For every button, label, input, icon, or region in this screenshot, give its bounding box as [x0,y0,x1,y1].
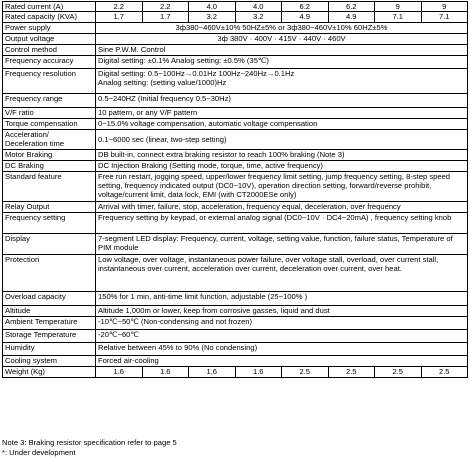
vf-ratio-row [3,108,468,119]
row-label: Frequency range [3,94,96,108]
rated-current-value: 9 [375,2,422,12]
row-label: Output voltage [3,34,96,45]
display-value: 7-segment LED display: Frequency, current, voltage, setting value, function, failure status, Temperature of PIM module [96,234,468,255]
motor-braking-value: DB built-in, connect extra braking resistor to reach 100% braking (Note 3) [96,150,468,161]
protection-value: Low voltage, over voltage, instantaneous power failure, over voltage stall, overload, over current stall, instantaneous over current, acceleration over current, deceleration over current, over heat. [96,255,468,292]
standard-feature-row [3,172,468,202]
row-label: Altitude [3,306,96,317]
row-label: Storage Temperature [3,330,96,343]
row-label: Rated current (A) [3,2,96,12]
row-label: Standard feature [3,172,96,202]
row-label: Acceleration/ Deceleration time [3,130,96,150]
row-label: Rated capacity (KVA) [3,12,96,23]
spec-table [2,1,468,378]
power-supply-row [3,23,468,34]
weight-value: 1.6 [235,367,282,378]
torque-compensation-value: 0~15.0% voltage compensation, automatic voltage compensation [96,119,468,130]
frequency-accuracy-value: Digital setting: ±0.1% Analog setting: ±0.5% (35℃) [96,56,468,69]
vf-ratio-value: 10 pattern, or any V/F pattern [96,108,468,119]
row-label: Protection [3,255,96,292]
frequency-setting-value: Frequency setting by keypad, or external analog signal (DC0~10V · DC4~20mA) , frequency setting knob [96,213,468,234]
rated-current-value: 6.2 [328,2,375,12]
ambient-temperature-row [3,317,468,330]
analog-resolution-text: Analog setting: (setting value/1000)Hz [98,78,227,87]
display-row [3,234,468,255]
row-label: Frequency accuracy [3,56,96,69]
rated-capacity-value: 1.7 [96,12,143,23]
rated-current-value: 4.0 [235,2,282,12]
row-label: Ambient Temperature [3,317,96,330]
rated-current-value: 2.2 [142,2,189,12]
row-label: Display [3,234,96,255]
rated-current-value: 6.2 [282,2,329,12]
altitude-value: Altitude 1,000m or lower, keep from corrosive gasses, liquid and dust [96,306,468,317]
frequency-range-row [3,94,468,108]
rated-capacity-value: 3.2 [235,12,282,23]
rated-current-row [3,2,468,12]
weight-value: 2.5 [282,367,329,378]
row-label: V/F ratio [3,108,96,119]
row-label: Cooling system [3,356,96,367]
row-label: Frequency setting [3,213,96,234]
relay-output-row [3,202,468,213]
row-label: Humidity [3,343,96,356]
accel-decel-row [3,130,468,150]
standard-feature-value: Free run restart, jogging speed, upper/lower frequency limit setting, jump frequency setting, 8-step speed setting, frequency indicated output (DC0~10V), operation direction setting, forward/reverse prohibit, voltage/current limit, data lock, EMI (with CT2000ESe only) [96,172,468,202]
note-3: Note 3: Braking resistor specification refer to page 5 [2,438,177,447]
weight-value: 2.5 [421,367,468,378]
relay-output-value: Arrival with timer, failure, stop, acceleration, frequency equal, deceleration, over frequency [96,202,468,213]
cooling-system-value: Forced air-cooling [96,356,468,367]
weight-value: 1.6 [189,367,236,378]
rated-capacity-value: 3.2 [189,12,236,23]
rated-capacity-value: 7.1 [421,12,468,23]
rated-current-value: 2.2 [96,2,143,12]
rated-capacity-value: 4.9 [282,12,329,23]
dc-braking-row [3,161,468,172]
row-label: DC Braking [3,161,96,172]
humidity-value: Relative between 45% to 90% (No condensing) [96,343,468,356]
control-method-row [3,45,468,56]
frequency-resolution-value [96,69,468,94]
overload-capacity-row [3,292,468,306]
row-label: Weight (Kg) [3,367,96,378]
protection-row [3,255,468,292]
output-voltage-value: 3ф 380V · 400V · 415V · 440V · 460V [96,34,468,45]
motor-braking-row [3,150,468,161]
row-label: Power supply [3,23,96,34]
overload-capacity-value: 150% for 1 min, anti-time limit function, adjustable (25~100% ) [96,292,468,306]
altitude-row [3,306,468,317]
rated-current-value: 9 [421,2,468,12]
row-label: Torque compensation [3,119,96,130]
row-label: Relay Output [3,202,96,213]
output-voltage-row [3,34,468,45]
weight-value: 2.5 [375,367,422,378]
storage-temperature-row [3,330,468,343]
rated-capacity-value: 1.7 [142,12,189,23]
cooling-system-row [3,356,468,367]
frequency-resolution-row [3,69,468,94]
ambient-temperature-value: -10℃~50℃ (Non-condensing and not frozen) [96,317,468,330]
footnotes [2,438,177,458]
humidity-row [3,343,468,356]
row-label: Control method [3,45,96,56]
weight-value: 1.6 [96,367,143,378]
power-supply-value: 3ф380~460V±10% 50HZ±5% or 3ф380~460V±10% 60HZ±5% [96,23,468,34]
digital-resolution-text: Digital setting: 0.5~100Hz→0.01Hz 100Hz~240Hz→0.1Hz [98,69,295,78]
storage-temperature-value: -20℃~60℃ [96,330,468,343]
frequency-accuracy-row [3,56,468,69]
rated-capacity-value: 7.1 [375,12,422,23]
weight-row [3,367,468,378]
frequency-setting-row [3,213,468,234]
weight-value: 1.6 [142,367,189,378]
frequency-range-value: 0.5~240HZ (Initial frequency 0.5~30Hz) [96,94,468,108]
accel-decel-value: 0.1~6000 sec (linear, two-step setting) [96,130,468,150]
dc-braking-value: DC Injection Braking (Setting mode, torque, time, active frequency) [96,161,468,172]
control-method-value: Sine P.W.M. Control [96,45,468,56]
torque-compensation-row [3,119,468,130]
weight-value: 2.5 [328,367,375,378]
rated-capacity-value: 4.9 [328,12,375,23]
row-label: Motor Braking [3,150,96,161]
under-development-note: *: Under development [2,448,76,457]
rated-current-value: 4.0 [189,2,236,12]
row-label: Frequency resolution [3,69,96,94]
rated-capacity-row [3,12,468,23]
row-label: Overload capacity [3,292,96,306]
